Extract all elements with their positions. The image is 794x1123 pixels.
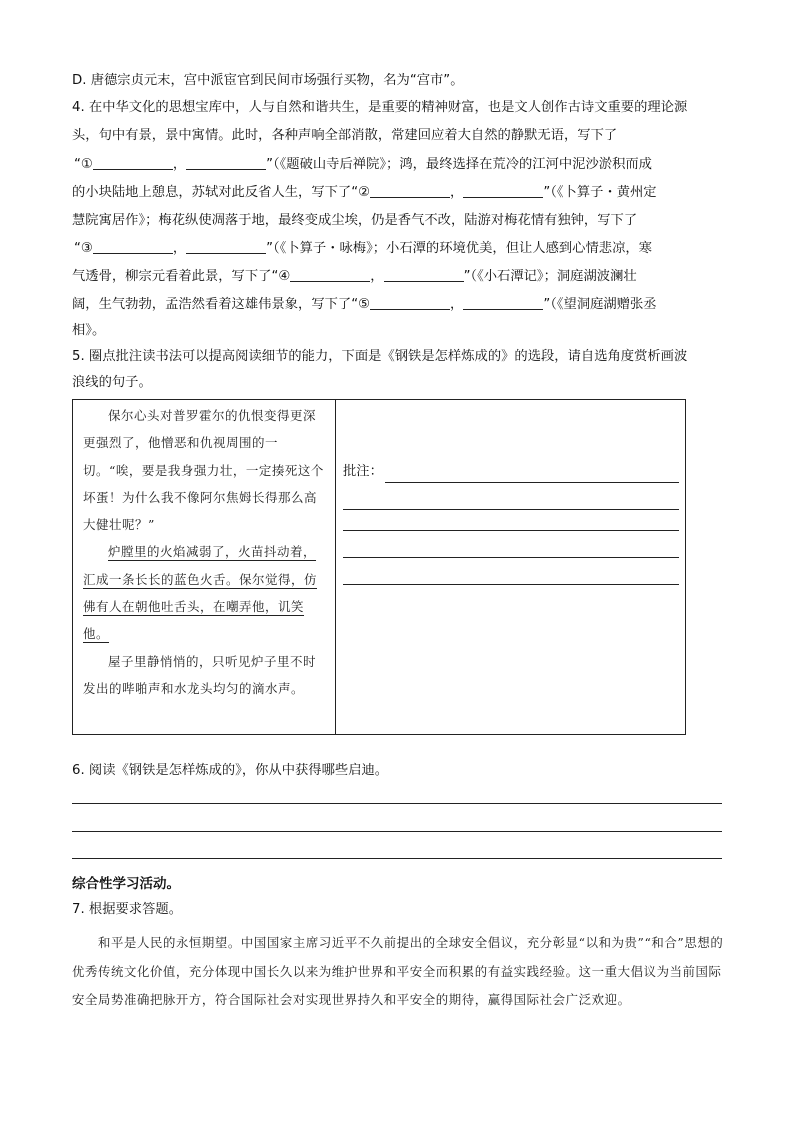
blank-1b-field[interactable] [186,155,266,170]
blank-4a-field[interactable] [290,267,370,282]
q6-answer-line[interactable] [72,803,722,804]
q6-prompt: 6. 阅读《钢铁是怎样炼成的》，你从中获得哪些启迪。 [72,763,389,778]
blank-5b-field[interactable] [463,295,543,310]
blank-1a-field[interactable] [93,155,173,170]
excerpt-paragraph-2-wavy-underlined: 炉膛里的火焰减弱了，火苗抖动着，汇成一条长长的蓝色火舌。保尔觉得，仿佛有人在朝他吐舌头，在嘲弄他，讥笑他。 [83,544,318,642]
blank-4-source: ”（《小石潭记》；洞庭湖波澜壮 [463,269,637,284]
annotation-table [72,399,686,735]
excerpt-paragraph-3: 屋子里静悄悄的，只听见炉子里不时发出的哔啪声和水龙头均匀的滴水声。 [83,653,317,696]
annotation-answer-line[interactable] [343,557,679,558]
q5-prompt-line-2: 浪线的句子。 [72,375,152,390]
q4-line-5: 慧院寓居作》；梅花纵使凋落于地，最终变成尘埃，仍是香气不改，陆游对梅花情有独钟，写下了 [72,213,638,228]
q5-prompt-line-1: 5. 圈点批注读书法可以提高阅读细节的能力，下面是《钢铁是怎样炼成的》的选段，请自选角度赏析画波 [72,349,688,364]
annotation-answer-line[interactable] [343,530,679,531]
annotation-answer-line[interactable] [343,584,679,585]
q6-answer-line[interactable] [72,831,722,832]
blank-1-marker: “① [74,157,93,172]
q4-intro-line-1: 4. 在中华文化的思想宝库中，人与自然和谐共生，是重要的精神财富，也是文人创作古诗文重要的理论源 [72,100,688,115]
q4-intro-line-2: 头，句中有景，景中寓情。此时，各种声响全部消散，常建回应着大自然的静默无语，写下了 [72,128,618,143]
novel-excerpt [83,402,327,702]
blank-2-source: ”（《卜算子・黄州定 [543,185,657,200]
q4-line-8: 阔，生气勃勃，孟浩然看着这雄伟景象，写下了“⑤ ， ”（《望洞庭湖赠张丞 [72,297,657,312]
q7-passage: 和平是人民的永恒期望。中国国家主席习近平不久前提出的全球安全倡议，充分彰显“以和为贵”“和合”思想的优秀传统文化价值，充分体现中国长久以来为维护世界和平安全而积累的有益实践经验。这一重大倡议为当前国际安全局势准确把脉开方，符合国际社会对实现世界持久和平安全的期待，赢得国际社会广泛欢迎。 [72,935,724,1007]
blank-4b-field[interactable] [384,267,464,282]
q4-line-4: 的小块陆地上憩息，苏轼对此反省人生，写下了“② ， ”（《卜算子・黄州定 [72,185,657,200]
table-divider [335,400,336,734]
q6-answer-line[interactable] [72,858,722,859]
q7-prompt: 7. 根据要求答题。 [72,902,182,917]
blank-5-source: ”（《望洞庭湖赠张丞 [543,297,657,312]
q3-option-d: D. 唐德宗贞元末，宫中派宦官到民间市场强行买物，名为“宫市”。 [72,73,464,88]
q4-line-9: 相》。 [72,323,106,338]
blank-2a-field[interactable] [370,183,450,198]
annotation-answer-line[interactable] [343,509,679,510]
blank-2b-field[interactable] [463,183,543,198]
blank-1-source: ”（《题破山寺后禅院》；鸿，最终选择在荒冷的江河中泥沙淤积而成 [266,157,652,172]
q4-line-3: “① ， ”（《题破山寺后禅院》；鸿，最终选择在荒冷的江河中泥沙淤积而成 [74,157,652,172]
blank-3-marker: “③ [74,241,93,256]
annotation-answer-line[interactable] [385,482,679,483]
q4-line-7: 气透骨，柳宗元看着此景，写下了“④ ， ”（《小石潭记》；洞庭湖波澜壮 [72,269,637,284]
section-heading: 综合性学习活动。 [72,876,180,892]
blank-3a-field[interactable] [93,239,173,254]
blank-3b-field[interactable] [186,239,266,254]
blank-5a-field[interactable] [370,295,450,310]
annotation-label: 批注： [343,464,383,479]
excerpt-paragraph-1: 保尔心头对普罗霍尔的仇恨变得更深更强烈了，他憎恶和仇视周围的一切。“唉，要是我身强力壮，一定揍死这个坏蛋！为什么我不像阿尔焦姆长得那么高大健壮呢？” [83,408,324,533]
q4-line-6: “③ ， ”（《卜算子・咏梅》；小石潭的环境优美，但让人感到心情悲凉，寒 [74,241,652,256]
blank-3-source: ”（《卜算子・咏梅》；小石潭的环境优美，但让人感到心情悲凉，寒 [266,241,652,256]
